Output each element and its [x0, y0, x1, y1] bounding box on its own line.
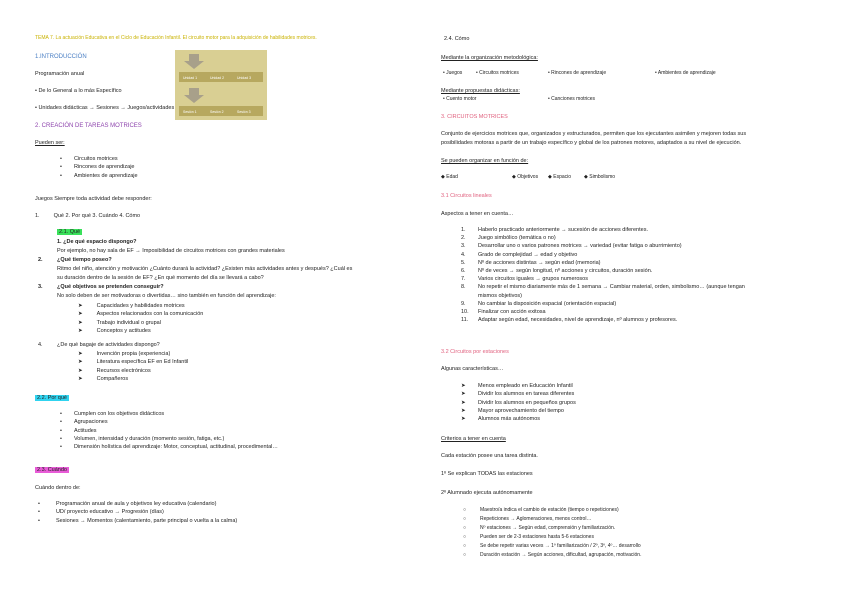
tiempo-text-2: su duración dentro de la sesión de EF? ¿En qué momento del día se llevará a cabo?	[57, 275, 264, 281]
list-item: Juego simbólico (temática o no)	[478, 235, 556, 242]
list-item: Aspectos relacionados con la comunicación	[96, 311, 204, 318]
text-organizar: Se pueden organizar en función de:	[441, 158, 529, 164]
list-number: 4.	[38, 342, 43, 348]
diagram-cell: Sesión 3	[237, 110, 251, 114]
heading-cuando	[35, 467, 69, 473]
list-number: 11.	[461, 317, 469, 324]
diagram-cell: Sesión 2	[210, 110, 224, 114]
text-criterios: Criterios a tener en cuenta	[441, 436, 506, 442]
objetivos-list: ➤ Capacidades y habilidades motrices ➤ Aspectos relacionados con la comunicación ➤ Trabajo individual o grupal ➤ Conceptos y actitudes	[78, 303, 204, 334]
questions-line	[35, 213, 140, 219]
list-number: 2.	[38, 257, 43, 263]
programming-diagram	[175, 50, 267, 120]
doc-title: TEMA 7. La actuación Educativa en el Ciclo de Educación Infantil. El circuito motor para la adquisición de habilidades motrices.	[35, 35, 317, 41]
list-item: Maestro/a indica el cambio de estación (tiempo o repeticiones)	[480, 507, 619, 513]
text-cuando: Cuándo dentro de:	[35, 485, 81, 491]
org-item: • Ambientes de aprendizaje	[655, 70, 716, 76]
heading-lineales: 3.1 Circuitos lineales	[441, 193, 492, 199]
text-cada: Cada estación posee una tarea distinta.	[441, 453, 538, 459]
funcion-item: ◆ Objetivos	[512, 174, 539, 180]
funcion-item: ◆ Simbolismo	[584, 174, 616, 180]
heading-por-que	[35, 395, 69, 401]
list-item: Rincones de aprendizaje	[73, 164, 135, 171]
q-bagaje: ¿De qué bagaje de actividades dispongo?	[57, 342, 160, 348]
text-juegos: Juegos Siempre toda actividad debe responder:	[35, 196, 152, 202]
list-item: Literatura específica EF en Ed Infantil	[96, 359, 189, 366]
list-item: Compañeros	[96, 375, 129, 382]
text-mediante-org: Mediante la organización metodológica:	[441, 55, 538, 61]
conjunto-text-2: posibilidades motoras a partir de un trabajo específico y global de los patrones motores, adaptados a su nivel de ejecución.	[441, 140, 742, 146]
diagram-cell: Unidad 2	[210, 76, 225, 80]
prop-item: • Cuento motor	[443, 96, 477, 102]
list-item: Repeticiones → Aglomeraciones, menos control…	[480, 516, 592, 522]
list-number: 3.	[461, 243, 466, 250]
text-aspectos: Aspectos a tener en cuenta…	[441, 211, 514, 217]
q-tiempo: ¿Qué tiempo poseo?	[57, 257, 112, 263]
list-number: 6.	[461, 267, 466, 274]
list-item: Invención propia (experiencia)	[96, 351, 171, 357]
list-item: Qué 2. Por qué 3. Cuándo 4. Cómo	[53, 213, 141, 219]
text-general-especifico: • De lo General a lo más Específico	[35, 88, 122, 94]
tiempo-text-1: Ritmo del niño, atención y motivación ¿Cuánto durará la actividad? ¿Existen más actividades antes y después? ¿Cuál es	[57, 266, 353, 272]
por-que-list: • Cumplen con los objetivos didácticos • Agrupaciones • Actitudes • Volumen, intensidad y duración (momento sesión, fatiga, etc.) • Dimensión holística del aprendizaje: Motor, conceptual, actitudinal, procedimental…	[60, 411, 278, 451]
funcion-item: ◆ Edad	[441, 174, 458, 180]
list-item: Dividir los alumnos en tareas diferentes	[478, 391, 575, 398]
text-pueden-ser: Pueden ser:	[35, 140, 65, 146]
prop-item: • Canciones motrices	[548, 96, 596, 102]
org-item: • Circuitos motrices	[476, 70, 519, 76]
list-item: Volumen, intensidad y duración (momento sesión, fatiga, etc.)	[73, 435, 225, 442]
diagram-cell: Sesión 1	[183, 110, 197, 114]
list-item: Grado de complejidad → edad y objetivo	[478, 251, 578, 258]
list-item: Nº de acciones distintas → según edad (memoria)	[478, 259, 601, 266]
list-number: 10.	[461, 308, 469, 315]
heading-introduccion: 1.INTRODUCCIÓN	[35, 54, 87, 60]
list-item: Adaptar según edad, necesidades, nivel de aprendizaje, nº alumnos y profesores.	[478, 317, 678, 324]
list-item: Pueden ser de 2-3 estaciones hasta 5-6 estaciones	[480, 534, 594, 540]
list-number: 9.	[461, 300, 466, 307]
lineales-list	[461, 227, 745, 325]
list-item: Duración estación → Según acciones, dificultad, agrupación, motivación.	[480, 552, 642, 558]
heading-como: 2.4. Cómo	[444, 36, 470, 42]
cuando-list: • Programación anual de aula y objetivos ley educativa (calendario) • UD/ proyecto educativo → Progresión (días) • Sesiones → Momentos (calentamiento, parte principal o vuelta a la calma)	[38, 501, 238, 524]
list-item: Sesiones → Momentos (calentamiento, parte principal o vuelta a la calma)	[55, 517, 238, 524]
list-number: 8.	[461, 284, 466, 291]
list-item: Desarrollar uno o varios patrones motrices → variedad (evitar fatiga o aburrimiento)	[478, 243, 682, 250]
text-mediante-prop: Mediante propuestas didácticas:	[441, 88, 520, 94]
heading-estaciones: 3.2 Circuitos por estaciones	[441, 349, 509, 355]
list-number: 2.	[461, 235, 466, 242]
list-item: Dimensión holística del aprendizaje: Motor, conceptual, actitudinal, procedimental…	[73, 444, 278, 451]
list-item: Conceptos y actitudes	[96, 327, 151, 334]
diagram-cell: Unidad 3	[237, 76, 252, 80]
diagram-cell: Unidad 1	[183, 76, 198, 80]
heading-creacion: 2. CREACIÓN DE TAREAS MOTRICES	[35, 123, 142, 129]
org-item: • Juegos	[443, 70, 463, 76]
list-item: Mayor aprovechamiento del tiempo	[478, 407, 564, 414]
estaciones-list: ➤ Menos empleado en Educación Infantil ➤ Dividir los alumnos en tareas diferentes ➤ Dividir los alumnos en pequeños grupos ➤ Mayor aprovechamiento del tiempo ➤ Alumnos más autónomos	[461, 383, 576, 423]
list-item: Alumnos más autónomos	[478, 416, 541, 423]
text-algunas: Algunas características…	[441, 366, 504, 372]
heading-text: 2.1. Qué	[59, 229, 81, 235]
text-programacion: Programación anual	[35, 71, 85, 77]
list-number: 7.	[461, 276, 466, 283]
list-item: Cumplen con los objetivos didácticos	[73, 411, 165, 417]
funcion-item: ◆ Espacio	[548, 174, 572, 180]
text-paso-2: 2º Alumnado ejecuta autónomamente	[441, 490, 533, 496]
list-item: Haberlo practicado anteriormente → sucesión de acciones diferentes.	[478, 227, 648, 233]
list-item: Agrupaciones	[73, 419, 108, 426]
text-unidades: • Unidades didácticas → Sesiones → Juegos/actividades	[35, 105, 175, 111]
text-paso-1: 1º Se explican TODAS las estaciones	[441, 471, 533, 477]
list-item: Nº estaciones → Según edad, comprensión y familiarización.	[480, 525, 616, 531]
list-item: Capacidades y habilidades motrices	[96, 303, 185, 309]
heading-circuitos: 3. CIRCUITOS MOTRICES	[441, 114, 508, 120]
final-list: ○ Maestro/a indica el cambio de estación (tiempo o repeticiones) ○ Repeticiones → Aglomeraciones, menos control… ○ Nº estaciones → Según edad, comprensión y familiarización. ○ Pueden ser de 2-3 estaciones hasta 5-6 estaciones ○ Se debe repetir varias veces → 1º familiarización / 2º, 3º, 4º… desarrollo ○ Duración estación → Según acciones, dificultad, agrupación, motivación.	[463, 507, 642, 558]
list-item: mismos objetivos)	[478, 292, 523, 299]
list-item: Varios circuitos iguales → grupos numerosos	[478, 276, 588, 283]
list-item: Programación anual de aula y objetivos ley educativa (calendario)	[55, 501, 217, 507]
list-item: Finalizar con acción exitosa	[478, 308, 546, 315]
list-item: Trabajo individual o grupal	[96, 319, 161, 326]
list-number: 3.	[38, 284, 43, 290]
q-objetivos: ¿Qué objetivos se pretenden conseguir?	[57, 284, 164, 290]
list-item: Se debe repetir varias veces → 1º familiarización / 2º, 3º, 4º… desarrollo	[480, 543, 641, 549]
heading-text: 2.3. Cuándo	[37, 467, 67, 473]
list-number: 5.	[461, 259, 466, 266]
bagaje-list: ➤ Invención propia (experiencia) ➤ Literatura específica EF en Ed Infantil ➤ Recursos electrónicos ➤ Compañeros	[78, 351, 189, 382]
list-item: Ambientes de aprendizaje	[73, 172, 138, 179]
list-number: 1.	[35, 213, 40, 219]
heading-text: 2.2. Por qué	[37, 395, 67, 401]
espacio-text: Por ejemplo, no hay sala de EF → Imposibilidad de circuitos motrices con grandes materiales	[57, 248, 285, 254]
q-espacio: 1. ¿De qué espacio dispongo?	[57, 239, 137, 245]
list-item: Dividir los alumnos en pequeños grupos	[478, 399, 576, 406]
list-item: Menos empleado en Educación Infantil	[478, 383, 573, 389]
list-number: 1.	[461, 227, 466, 233]
objetivos-text: No solo deben de ser motivadoras o divertidas… sino también en función del aprendizaje:	[57, 293, 276, 299]
list-item: No cambiar la disposición espacial (orientación espacial)	[478, 300, 617, 307]
conjunto-text-1: Conjunto de ejercicios motrices que, organizados y estructurados, permiten que los ejecutantes asimilen y mejoren todas sus	[441, 131, 747, 137]
types-list: • Circuitos motrices • Rincones de aprendizaje • Ambientes de aprendizaje	[60, 156, 138, 179]
list-item: Circuitos motrices	[73, 156, 118, 162]
org-item: • Rincones de aprendizaje	[548, 70, 607, 76]
list-item: Nº de veces → según longitud, nº acciones y circuitos, duración sesión.	[478, 267, 653, 274]
list-item: UD/ proyecto educativo → Progresión (días)	[55, 509, 164, 516]
list-item: Recursos electrónicos	[96, 367, 151, 374]
heading-que	[57, 229, 82, 235]
list-item: Actitudes	[73, 427, 97, 434]
list-number: 4.	[461, 251, 466, 258]
list-item: No repetir el mismo diariamente más de 1 semana → Cambiar material, orden, simbolismo… (aunque tengan	[478, 284, 745, 291]
